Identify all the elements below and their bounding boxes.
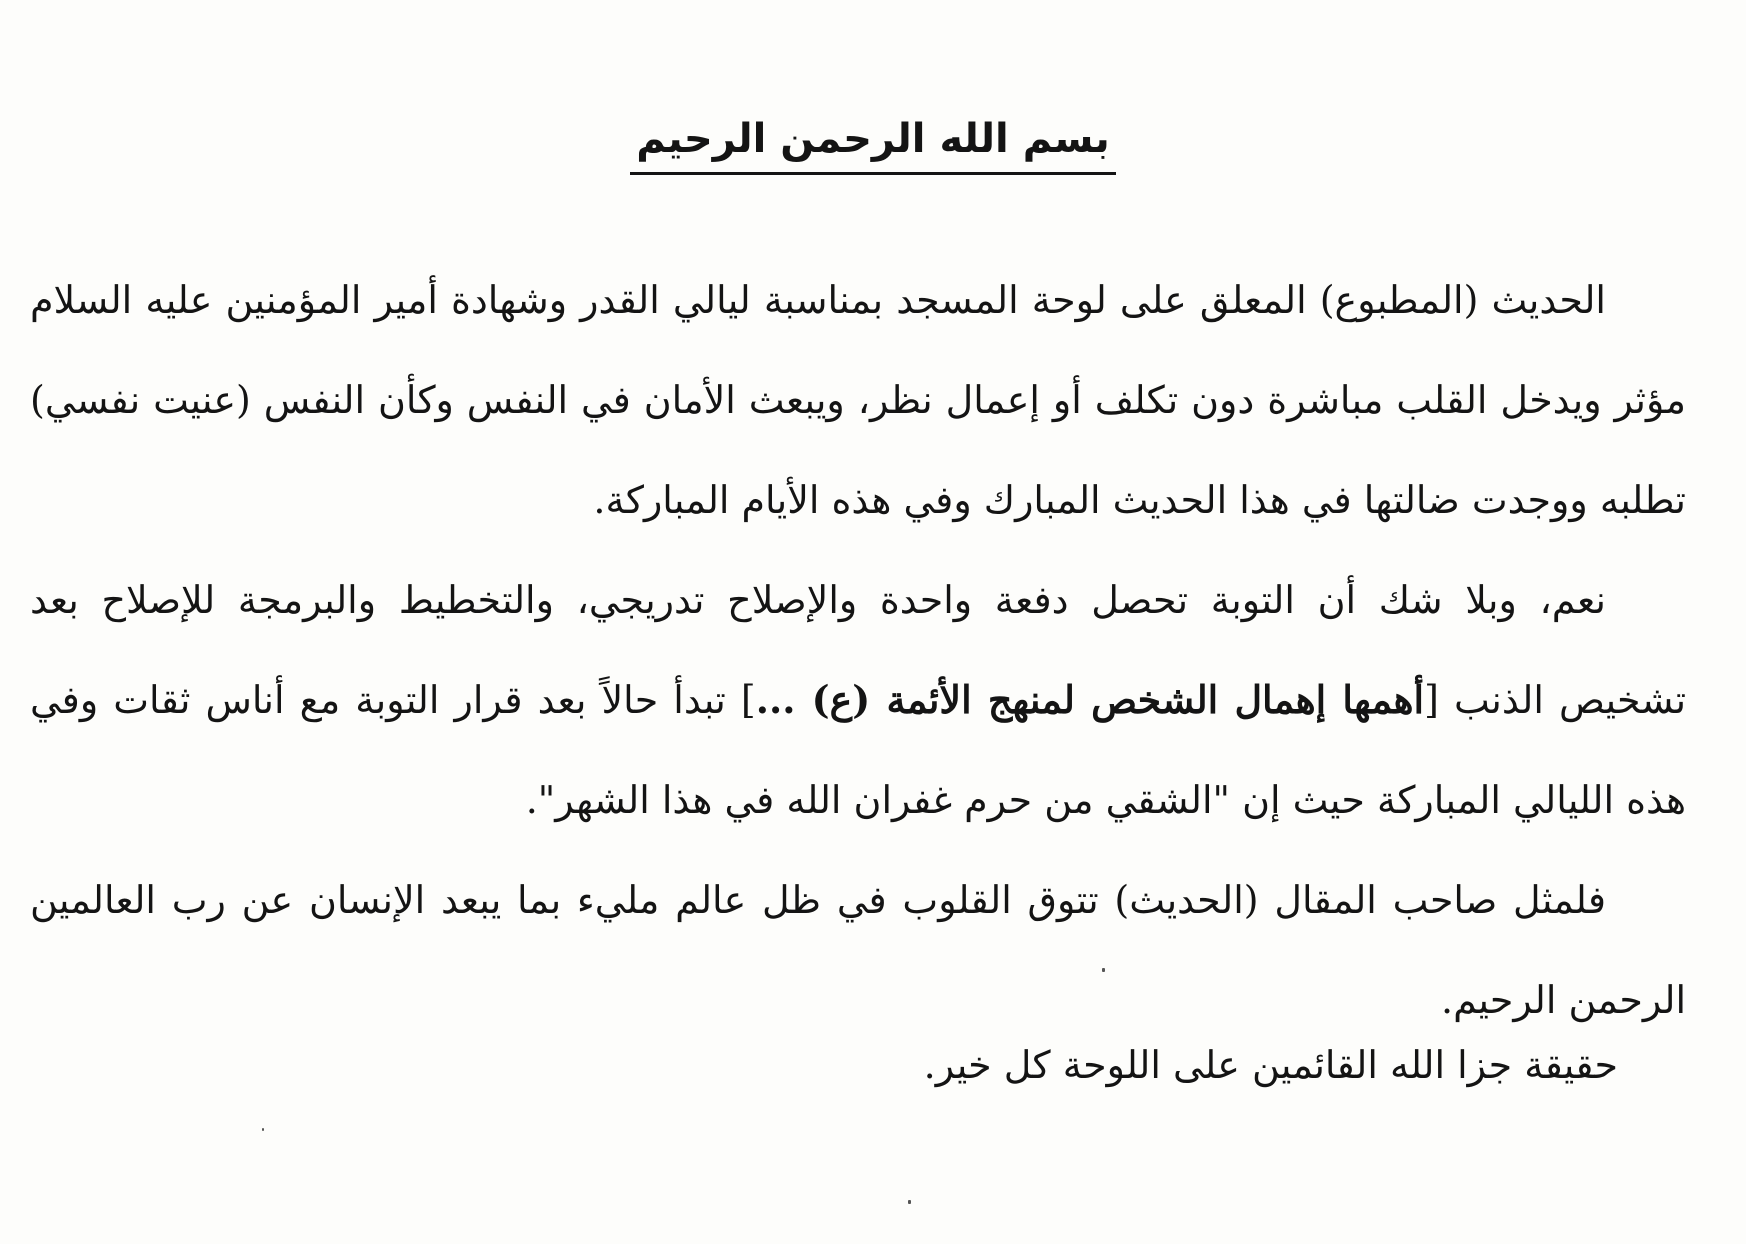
page-title: بسم الله الرحمن الرحيم [630, 108, 1116, 175]
paragraph-2 [30, 550, 1686, 850]
closing-line: حقيقة جزا الله القائمين على اللوحة كل خير. [923, 1043, 1618, 1087]
paragraph-2-bold-text: أهمها إهمال الشخص لمنهج الأئمة (ع) ... [755, 677, 1425, 722]
scan-speck [1102, 968, 1105, 972]
page-title-container [0, 108, 1746, 175]
scan-speck [908, 1200, 911, 1204]
scan-speck [262, 1128, 264, 1131]
paragraph-1-text: الحديث (المطبوع) المعلق على لوحة المسجد بمناسبة ليالي القدر وشهادة أمير المؤمنين عليه السلام مؤثر ويدخل القلب مباشرة دون تكلف أو إعمال نظر، ويبعث الأمان في النفس وكأن النفس (عنيت نفسي) تطلبه ووجدت ضالتها في هذا الحديث المبارك وفي هذه الأيام المباركة. [30, 278, 1686, 522]
paragraph-3-text: فلمثل صاحب المقال (الحديث) تتوق القلوب في ظل عالم مليء بما يبعد الإنسان عن رب العالمين الرحمن الرحيم. [30, 878, 1686, 1022]
paragraph-2-text-end: ] تبدأ حالاً بعد قرار التوبة مع أناس ثقات وفي هذه الليالي المباركة حيث إن "الشقي من حرم غفران الله في هذا الشهر". [30, 678, 1686, 822]
paragraph-2-text-start: نعم، وبلا شك أن التوبة تحصل دفعة واحدة والإصلاح تدريجي، والتخطيط والبرمجة للإصلاح بعد تشخيص الذنب [ [30, 578, 1687, 722]
body-text [30, 250, 1686, 1050]
paragraph-1 [30, 250, 1686, 550]
paragraph-3 [30, 850, 1686, 1050]
